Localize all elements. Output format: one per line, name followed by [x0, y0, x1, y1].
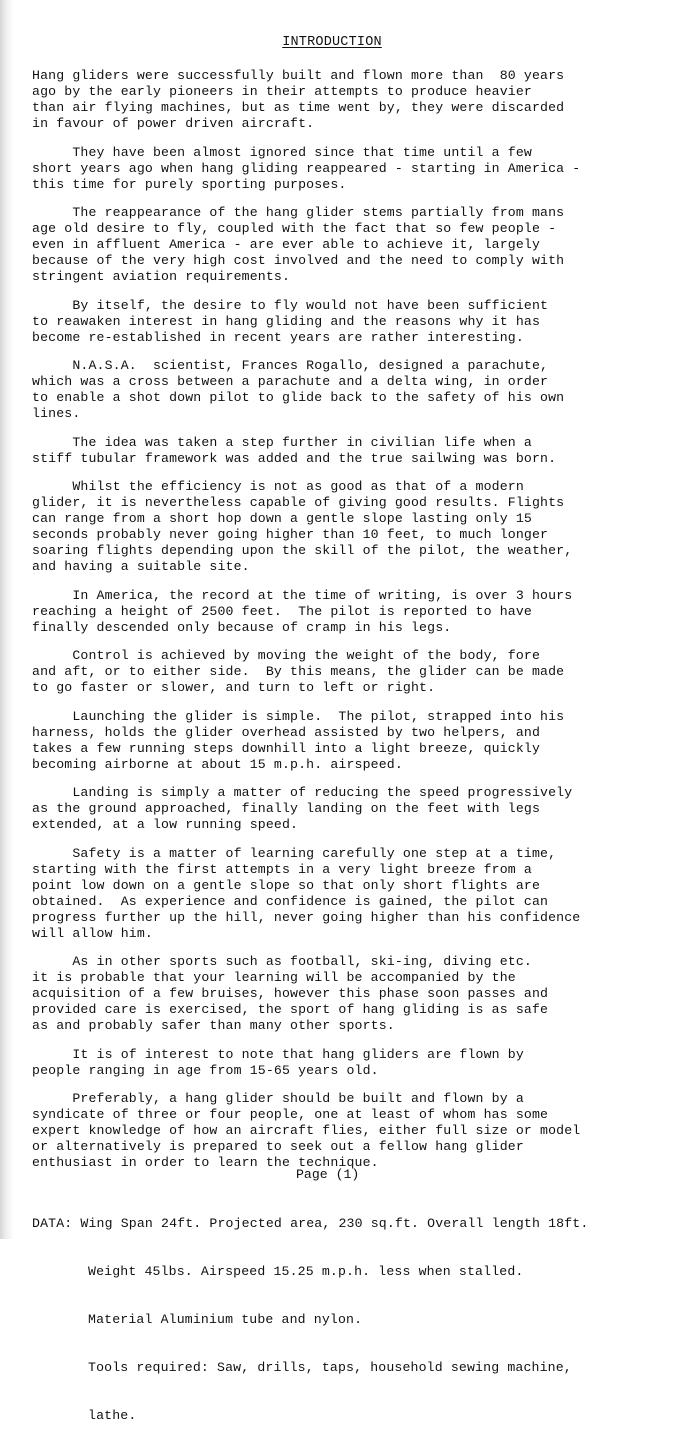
- paragraph-13: As in other sports such as football, ski-ing, diving etc. it is probable that your learning will be accompanied by the acquisition of a few bruises, however this phase soon passes and provided care is exercised, the sport of hang gliding is as safe as and probably safer than many other sports.: [32, 954, 549, 1033]
- spec-material: Material Aluminium tube and nylon.: [88, 1311, 363, 1327]
- paragraph-3: The reappearance of the hang glider stems partially from mans age old desire to fly, coupled with the fact that so few people - even in affluent America - are ever able to achieve it, largely because of the very high cost involved and the need to comply with stringent aviation requirements.: [32, 205, 565, 284]
- spec-tools-cont: lathe.: [88, 1407, 137, 1423]
- paragraph-6: The idea was taken a step further in civilian life when a stiff tubular framework was added and the true sailwing was born.: [32, 434, 557, 466]
- paragraph-14: It is of interest to note that hang gliders are flown by people ranging in age from 15-65 years old.: [32, 1046, 524, 1078]
- spec-wing-span: Wing Span 24ft. Projected area, 230 sq.ft. Overall length 18ft.: [80, 1215, 589, 1231]
- spec-weight: Weight 45lbs. Airspeed 15.25 m.p.h. less when stalled.: [88, 1263, 524, 1279]
- paragraph-4: By itself, the desire to fly would not have been sufficient to reawaken interest in hang gliding and the reasons why it has become re-established in recent years are rather interesting.: [32, 297, 549, 345]
- spec-line-1: [32, 1216, 694, 1232]
- page-number: Page (1): [296, 1167, 360, 1182]
- spec-tools: Tools required: Saw, drills, taps, household sewing machine,: [88, 1359, 572, 1375]
- paragraph-5: N.A.S.A. scientist, Frances Rogallo, designed a parachute, which was a cross between a parachute and a delta wing, in order to enable a shot down pilot to glide back to the safety of his own lines.: [32, 358, 565, 421]
- paragraph-12: Safety is a matter of learning carefully one step at a time, starting with the first attempts in a very light breeze from a point low down on a gentle slope so that only short flights are obtained. As experience and confidence is gained, the pilot can progress further up the hill, never going higher than his confidence will allow him.: [32, 845, 581, 941]
- paragraph-2: They have been almost ignored since that time until a few short years ago when hang gliding reappeared - starting in America - this time for purely sporting purposes.: [32, 144, 581, 192]
- paragraph-8: In America, the record at the time of writing, is over 3 hours reaching a height of 2500 feet. The pilot is reported to have finally descended only because of cramp in his legs.: [32, 587, 573, 635]
- paragraph-1: Hang gliders were successfully built and flown more than 80 years ago by the early pioneers in their attempts to produce heavier than air flying machines, but as time went by, they were discarded in favour of power driven aircraft.: [32, 68, 565, 131]
- spec-label: DATA:: [32, 1215, 73, 1231]
- paragraph-10: Launching the glider is simple. The pilot, strapped into his harness, holds the glider overhead assisted by two helpers, and takes a few running steps downhill into a light breeze, quickly becoming airborne at about 15 m.p.h. airspeed.: [32, 708, 565, 772]
- paragraph-9: Control is achieved by moving the weight of the body, fore and aft, or to either side. By this means, the glider can be made to go faster or slower, and turn to left or right.: [32, 648, 565, 695]
- paragraph-11: Landing is simply a matter of reducing the speed progressively as the ground approached, finally landing on the feet with legs extended, at a low running speed.: [32, 785, 573, 832]
- specifications-block: [32, 1184, 694, 1456]
- paragraph-15: Preferably, a hang glider should be built and flown by a syndicate of three or four people, one at least of whom has some expert knowledge of how an aircraft flies, either full size or model or alternatively is prepared to seek out a fellow hang glider enthusiast in order to learn the technique.: [32, 1091, 581, 1170]
- paragraph-7: Whilst the efficiency is not as good as that of a modern glider, it is nevertheless capable of giving good results. Flights can range from a short hop down a gentle slope lasting only 15 seconds probably never going higher than 10 feet, to much longer soaring flights depending upon the skill of the pilot, the weather, and having a suitable site.: [32, 479, 573, 574]
- page-title: INTRODUCTION: [282, 35, 382, 50]
- document-body: [32, 68, 694, 1456]
